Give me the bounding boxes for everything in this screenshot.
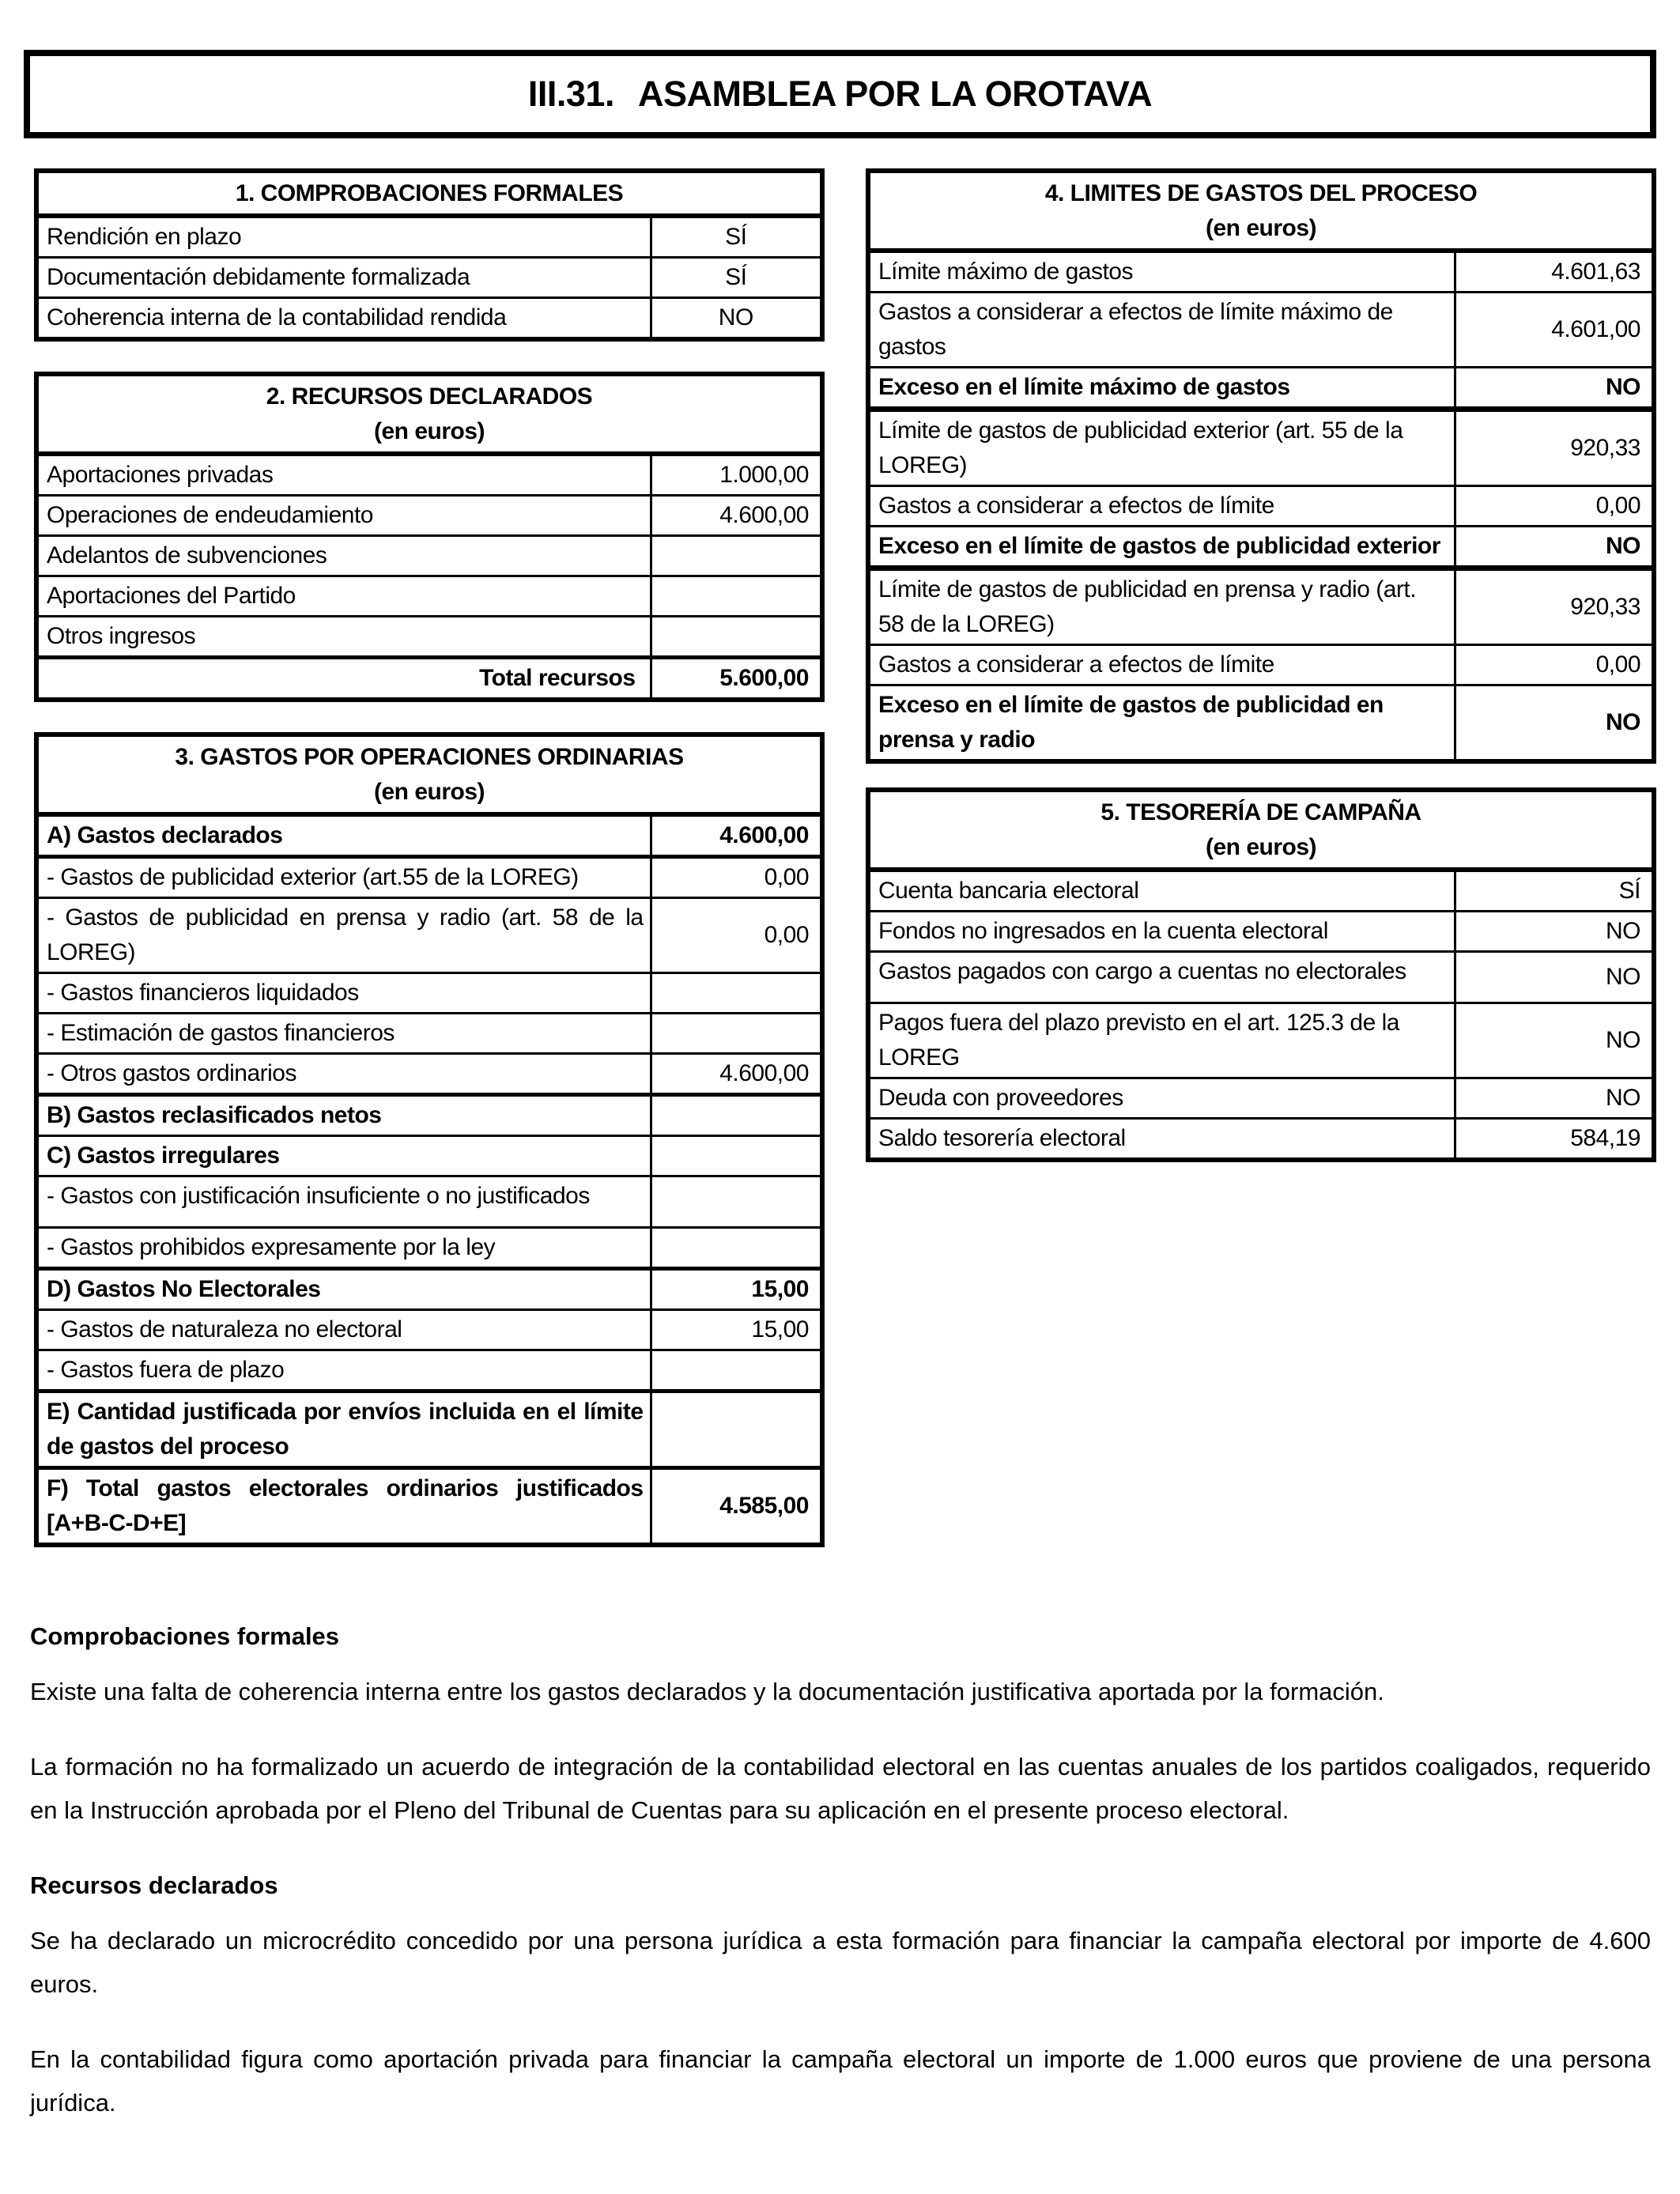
row-label: Deuda con proveedores [870,1079,1456,1117]
table-row [870,406,1652,485]
row-value [652,1097,820,1135]
table-row [39,1267,820,1308]
row-label: Límite de gastos de publicidad en prensa y radio (art. 58 de la LOREG) [870,571,1456,644]
table-header [39,737,820,814]
row-value [652,974,820,1012]
row-label: Gastos pagados con cargo a cuentas no electorales [870,953,1456,1002]
row-value: 15,00 [751,1276,809,1302]
row-label: Fondos no ingresados en la cuenta electoral [870,912,1456,950]
notes-paragraph: Existe una falta de coherencia interna entre los gastos declarados y la documentación justificativa aportada por la formación. [30,1678,1384,1705]
table-row [39,1012,820,1052]
table-row [870,485,1652,525]
table-header-units: (en euros) [1205,215,1317,241]
row-label: D) Gastos No Electorales [39,1271,652,1308]
table-row [870,565,1652,644]
table-header [870,173,1652,251]
report-title-box [24,50,1656,138]
table-row [870,1117,1652,1157]
row-label: Operaciones de endeudamiento [39,497,652,534]
table-header-title: 2. RECURSOS DECLARADOS [266,383,593,410]
table-header [39,376,820,454]
notes-paragraph: En la contabilidad figura como aportación privada para financiar la campaña electoral un importe de 1.000 euros que proviene de una persona jurídica. [30,2045,1651,2117]
row-label: Adelantos de subvenciones [39,537,652,575]
row-value: 584,19 [1570,1125,1640,1151]
row-label: Otros ingresos [39,617,652,655]
table-row [870,1077,1652,1117]
table-row-total [39,1466,820,1543]
report-title-number: III.31. [527,74,614,114]
row-value: NO [1606,709,1640,735]
row-label: Total recursos [39,659,652,697]
row-label: Exceso en el límite de gastos de publicidad en prensa y radio [870,686,1456,759]
table-row [39,897,820,972]
row-value: 920,33 [1570,435,1640,461]
row-label: - Gastos financieros liquidados [39,974,652,1012]
row-label: - Estimación de gastos financieros [39,1014,652,1052]
row-value [652,577,820,615]
row-value: 1.000,00 [719,462,809,488]
row-label: - Otros gastos ordinarios [39,1055,652,1093]
table-row [39,1389,820,1466]
row-value: 4.585,00 [719,1493,809,1519]
row-label: - Gastos con justificación insuficiente o no justificados [39,1177,652,1226]
row-label: Aportaciones privadas [39,456,652,494]
table-header-title: 4. LIMITES DE GASTOS DEL PROCESO [1044,180,1478,206]
table-row [39,256,820,296]
row-label: Cuenta bancaria electoral [870,872,1456,910]
table-row [39,296,820,337]
table-row [39,1135,820,1175]
table-header: 1. COMPROBACIONES FORMALES [39,173,820,216]
table-row [39,1308,820,1349]
notes-paragraph: Se ha declarado un microcrédito concedido por una persona jurídica a esta formación para financiar la campaña electoral por importe de 4.600 euros. [30,1927,1651,1998]
row-label: A) Gastos declarados [39,817,652,855]
row-value [652,1177,820,1226]
row-value [652,1229,820,1267]
row-label: - Gastos de publicidad en prensa y radio (art. 58 de la LOREG) [39,899,652,972]
table-row-clipped [870,950,1652,1002]
table-row [39,216,820,256]
row-label: Aportaciones del Partido [39,577,652,615]
row-label: Límite máximo de gastos [870,253,1456,291]
table-row [870,1002,1652,1077]
row-value: 4.601,00 [1551,316,1640,342]
table-tesoreria-campana [866,787,1656,1162]
row-label: B) Gastos reclasificados netos [39,1097,652,1135]
table-row [39,1052,820,1093]
table-header-units: (en euros) [373,779,485,805]
row-label: Límite de gastos de publicidad exterior (art. 55 de la LOREG) [870,412,1456,485]
row-label: - Gastos fuera de plazo [39,1351,652,1389]
row-value: 0,00 [1595,651,1640,678]
row-label: Rendición en plazo [39,218,652,256]
tables-area [34,168,1656,1547]
table-header-title: 5. TESORERÍA DE CAMPAÑA [1100,799,1421,825]
notes-paragraph: La formación no ha formalizado un acuerdo de integración de la contabilidad electoral en las cuentas anuales de los partidos coaligados, requerido en la Instrucción aprobada por el Pleno del Tribunal de Cuentas para su aplicación en el presente proceso electoral. [30,1753,1651,1824]
table-row [39,1093,820,1135]
table-row [39,534,820,575]
table-row [870,684,1652,759]
table-header [870,792,1652,870]
row-label: E) Cantidad justificada por envíos incluida en el límite de gastos del proceso [39,1393,652,1466]
row-value: SÍ [725,224,747,250]
row-label: F) Total gastos electorales ordinarios justificados [A+B-C-D+E] [39,1470,652,1543]
table-row [39,494,820,534]
row-value: NO [1606,1085,1640,1111]
row-value: 4.600,00 [719,502,809,528]
table-row [870,644,1652,684]
row-value: NO [1606,1027,1640,1053]
table-header-units: (en euros) [1205,834,1317,860]
table-header-units: (en euros) [373,418,485,444]
table-header-title: 3. GASTOS POR OPERACIONES ORDINARIAS [175,744,684,770]
row-value: 4.601,63 [1551,259,1640,285]
row-value: 0,00 [764,864,809,890]
table-row [39,814,820,855]
row-value: 4.600,00 [719,822,809,848]
row-value: 5.600,00 [719,665,809,691]
table-row-total [39,655,820,697]
table-row [39,575,820,615]
notes-section [30,1614,1651,2124]
row-value [652,537,820,575]
row-value [652,1137,820,1175]
row-value: 4.600,00 [719,1060,809,1086]
row-value: NO [1606,964,1640,990]
table-gastos-ordinarios [34,732,825,1547]
row-value: SÍ [725,264,747,290]
row-value: 15,00 [751,1316,809,1342]
table-row [39,454,820,494]
row-label: Gastos a considerar a efectos de límite [870,646,1456,684]
row-value: NO [718,304,753,330]
table-row [39,972,820,1012]
notes-heading-comprobaciones: Comprobaciones formales [30,1622,340,1650]
row-label: Documentación debidamente formalizada [39,259,652,296]
table-row [39,1226,820,1267]
notes-heading-recursos: Recursos declarados [30,1871,278,1899]
table-limites-gastos [866,168,1656,764]
row-label: - Gastos prohibidos expresamente por la ley [39,1229,652,1267]
table-row [39,855,820,897]
table-row [870,251,1652,291]
row-value: NO [1606,533,1640,559]
row-value: 0,00 [764,922,809,948]
row-label: C) Gastos irregulares [39,1137,652,1175]
row-value [652,1014,820,1052]
row-label: Exceso en el límite de gastos de publicidad exterior [870,527,1456,565]
row-value [652,1393,820,1466]
table-row [870,366,1652,406]
row-label: Coherencia interna de la contabilidad rendida [39,299,652,337]
row-label: Pagos fuera del plazo previsto en el art. 125.3 de la LOREG [870,1004,1456,1077]
table-recursos-declarados [34,372,825,702]
left-column [34,168,825,1547]
row-value: NO [1606,918,1640,944]
row-value: 920,33 [1570,594,1640,620]
row-value: NO [1606,374,1640,400]
row-value [652,617,820,655]
right-column [866,168,1656,1162]
row-label: - Gastos de publicidad exterior (art.55 de la LOREG) [39,859,652,897]
table-row [870,870,1652,910]
table-comprobaciones-formales [34,168,825,342]
row-value: 0,00 [1595,493,1640,519]
row-value [652,1351,820,1389]
report-title-name: ASAMBLEA POR LA OROTAVA [637,74,1153,114]
table-row [39,615,820,655]
row-value: SÍ [1618,878,1640,904]
row-label: Exceso en el límite máximo de gastos [870,368,1456,406]
row-label: - Gastos de naturaleza no electoral [39,1311,652,1349]
row-label: Gastos a considerar a efectos de límite máximo de gastos [870,293,1456,366]
row-label: Saldo tesorería electoral [870,1120,1456,1157]
table-row-clipped [39,1175,820,1226]
table-row [39,1349,820,1389]
table-row [870,910,1652,950]
table-row [870,291,1652,366]
row-label: Gastos a considerar a efectos de límite [870,487,1456,525]
table-row [870,525,1652,565]
